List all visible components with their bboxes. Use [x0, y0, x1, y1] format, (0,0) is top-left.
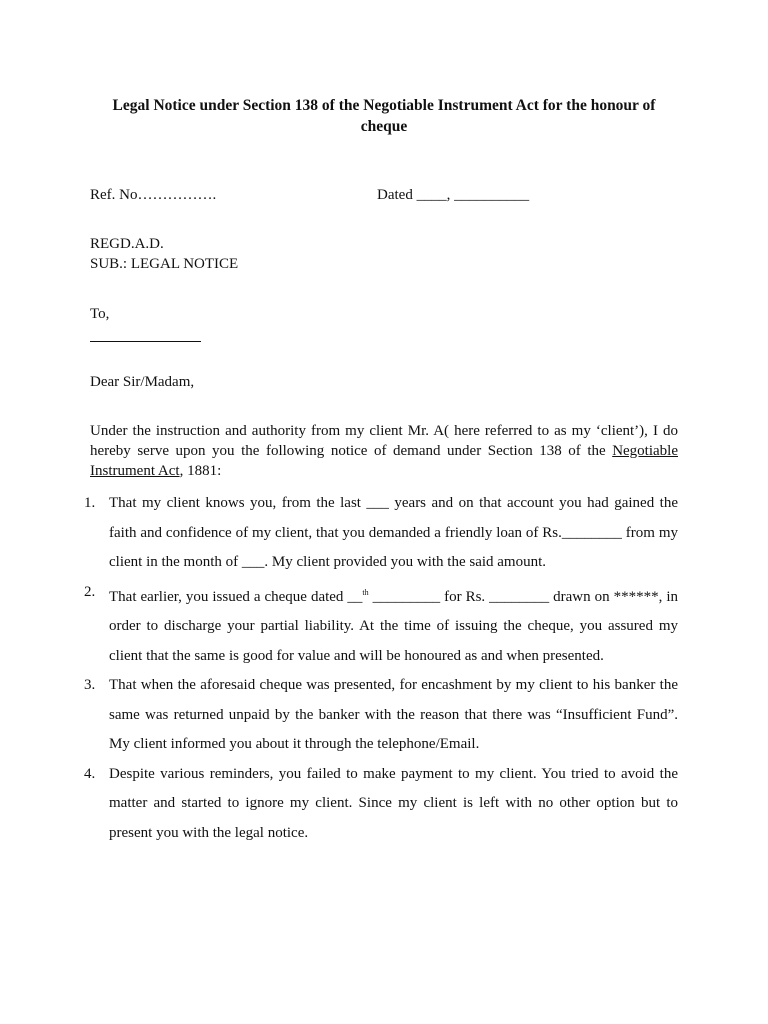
list-item	[84, 760, 678, 849]
act-name: Negotiable Instrument Act	[90, 443, 678, 479]
point-number: 4.	[84, 765, 96, 782]
document-title: Legal Notice under Section 138 of the Negotiable Instrument Act for the honour of cheque	[112, 97, 656, 135]
date-field: Dated ____, __________	[377, 187, 530, 203]
list-item	[84, 489, 678, 578]
list-item	[84, 578, 678, 672]
reference-number: Ref. No…………….	[90, 187, 217, 203]
point-text: That when the aforesaid cheque was presented, for encashment by my client to his banker the same was returned unpaid by the banker with the reason that there was “Insufficient Fund”. My client informed you about it through the telephone/Email.	[109, 677, 678, 752]
ordinal-suffix: th	[362, 587, 369, 597]
point-text-continued: _________ for Rs. ________ drawn on ******, in order to discharge your partial liability. At the time of issuing the cheque, you assured my client that the same is good for value and will be honoured as and when presented.	[109, 588, 678, 664]
intro-text: Under the instruction and authority from my client Mr. A( here referred to as my ‘client’), I do hereby serve upon you the following notice of demand under Section 138 of the	[90, 423, 678, 459]
notice-points-list	[84, 489, 678, 848]
salutation: Dear Sir/Madam,	[90, 374, 195, 390]
recipient-blank-line	[90, 341, 201, 342]
point-text: That earlier, you issued a cheque dated __	[109, 588, 363, 605]
point-number: 3.	[84, 677, 96, 693]
point-text: Despite various reminders, you failed to make payment to my client. You tried to avoid the matter and started to ignore my client. Since my client is left with no other option but to present you with the legal notice.	[109, 765, 678, 841]
subject-line: SUB.: LEGAL NOTICE	[90, 256, 239, 272]
registered-ad: REGD.A.D.	[90, 236, 164, 252]
to-label: To,	[90, 306, 110, 322]
intro-year: , 1881:	[179, 463, 222, 479]
point-number: 2.	[84, 583, 96, 600]
list-item	[84, 671, 678, 760]
intro-paragraph	[90, 421, 678, 481]
point-text: That my client knows you, from the last ___ years and on that account you had gained the faith and confidence of my client, that you demanded a friendly loan of Rs.________ from my client in the month of ___. My client provided you with the said amount.	[109, 495, 678, 570]
point-number: 1.	[84, 495, 96, 511]
